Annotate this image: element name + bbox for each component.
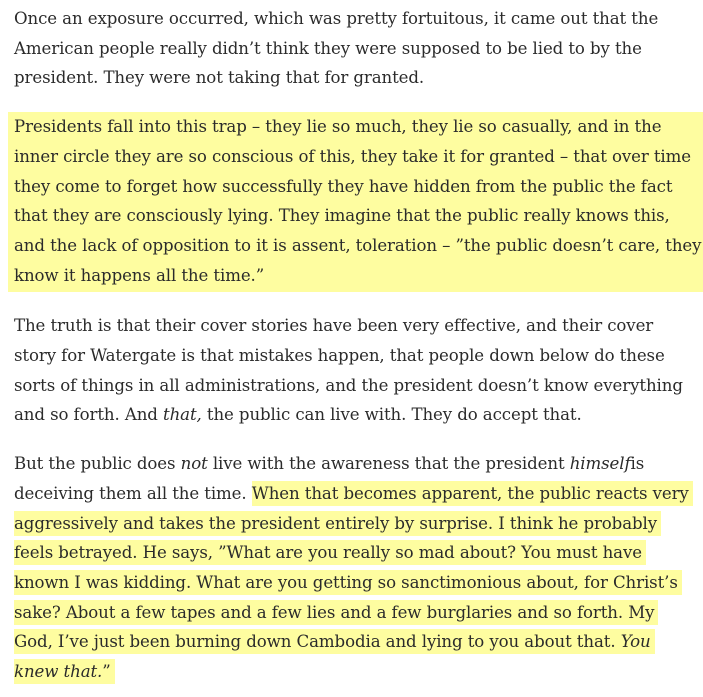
paragraph-3-text-after: the public can live with. They do accept that.: [201, 405, 582, 425]
article-excerpt: [14, 4, 702, 687]
paragraph-3-emphasis: that,: [163, 405, 202, 425]
paragraph-3: [14, 311, 694, 430]
paragraph-3-text-before: The truth is that their cover stories have been very effective, and their cover story for Watergate is that mistakes happen, that people down below do these sorts of things in all administrations, and the president doesn’t know everything and so forth. And: [14, 316, 683, 425]
paragraph-4-highlight-emphasis: You knew that.: [14, 632, 651, 682]
paragraph-4: [14, 449, 694, 687]
paragraph-1: [14, 4, 694, 93]
paragraph-4-highlight-text: When that becomes apparent, the public reacts very aggressively and takes the president entirely by surprise. I think he probably feels betrayed. He says, ”What are you really so mad about? You must have known I was kidding. What are you getting so sanctimonious about, for Christ’s sake? About a few tapes and a few lies and a few burglaries and so forth. My God, I’ve just been burning down Cambodia and lying to you about that.: [14, 483, 689, 652]
paragraph-4-highlight: [14, 481, 693, 684]
paragraph-4-text-3: is deceiving them all the time.: [14, 454, 645, 503]
paragraph-4-emphasis-not: not: [180, 454, 208, 474]
paragraph-4-text-2: live with the awareness that the president: [207, 454, 570, 474]
paragraph-2-text: Presidents fall into this trap – they lie so much, they lie so casually, and in the inner circle they are so conscious of this, they take it for granted – that over time they come to forget how successfully they have hidden from the public the fact that they are consciously lying. They imagine that the public really knows this, and the lack of opposition to it is assent, toleration – ”the public doesn’t care, they know it happens all the time.”: [14, 117, 702, 285]
paragraph-2-highlighted: [8, 112, 703, 292]
paragraph-4-highlight-end: ”: [102, 662, 111, 682]
paragraph-4-text-1: But the public does: [14, 454, 181, 474]
paragraph-4-emphasis-himself: himself: [569, 454, 631, 474]
paragraph-1-text: Once an exposure occurred, which was pretty fortuitous, it came out that the American people really didn’t think they were supposed to be lied to by the president. They were not taking that for granted.: [14, 9, 659, 88]
